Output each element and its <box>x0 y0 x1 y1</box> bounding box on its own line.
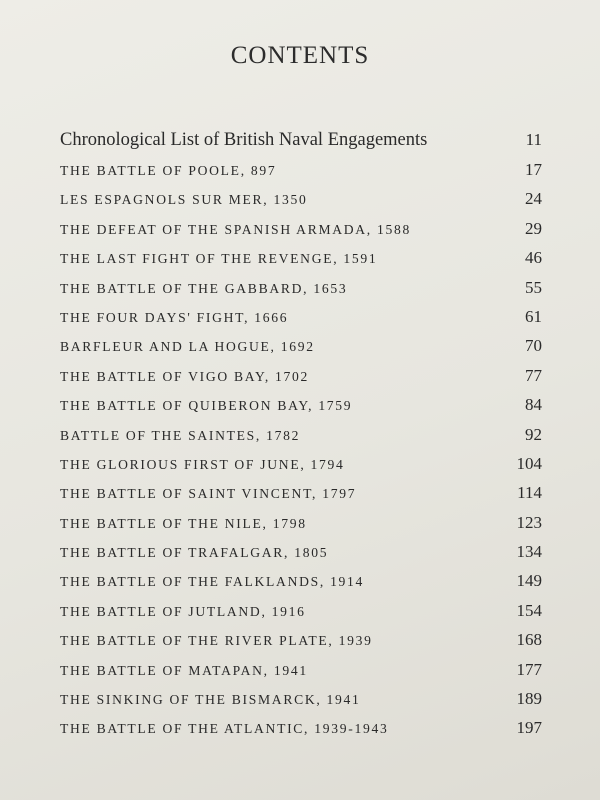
toc-entry <box>60 390 542 419</box>
toc-page-number: 29 <box>525 218 542 238</box>
toc-page-number: 46 <box>525 248 542 268</box>
toc-page-number: 149 <box>516 571 542 591</box>
toc-page-number: 24 <box>525 189 542 209</box>
toc-page-number: 61 <box>525 306 542 326</box>
toc-page-number: 55 <box>525 277 542 297</box>
toc-entry <box>60 331 542 360</box>
toc-page-number: 104 <box>516 453 542 473</box>
toc-entry-title: THE BATTLE OF THE GABBARD, 1653 <box>60 280 348 296</box>
toc-page-number: 17 <box>525 160 542 179</box>
toc-page-number: 70 <box>525 336 542 356</box>
toc-entry-title: THE SINKING OF THE BISMARCK, 1941 <box>60 692 361 708</box>
toc-page-number: 189 <box>516 689 542 709</box>
toc-page-number: 154 <box>516 600 542 620</box>
toc-entry-title: THE BATTLE OF TRAFALGAR, 1805 <box>60 545 329 561</box>
toc-page-number: 92 <box>525 424 542 444</box>
page-title: CONTENTS <box>230 42 370 69</box>
contents-list <box>60 124 542 743</box>
toc-page-number: 11 <box>525 130 542 149</box>
toc-entry-title: LES ESPAGNOLS SUR MER, 1350 <box>60 192 308 208</box>
toc-entry-title: Chronological List of British Naval Engagements <box>60 130 428 150</box>
toc-page-number: 177 <box>516 659 542 679</box>
toc-entry <box>60 508 542 537</box>
toc-entry <box>60 184 542 213</box>
toc-entry-title: THE BATTLE OF JUTLAND, 1916 <box>60 603 306 619</box>
toc-entry <box>60 449 542 478</box>
toc-entry <box>60 155 542 184</box>
toc-entry <box>60 537 542 566</box>
toc-entry-title: THE BATTLE OF VIGO BAY, 1702 <box>60 368 310 384</box>
toc-entry-title: THE BATTLE OF THE ATLANTIC, 1939-1943 <box>60 721 389 737</box>
toc-entry-title: THE FOUR DAYS' FIGHT, 1666 <box>60 309 289 325</box>
toc-entry <box>60 273 542 302</box>
toc-entry-title: THE BATTLE OF THE NILE, 1798 <box>60 515 307 531</box>
toc-entry <box>60 214 542 243</box>
toc-entry <box>60 566 542 595</box>
toc-entry <box>60 124 542 155</box>
toc-entry-title: THE LAST FIGHT OF THE REVENGE, 1591 <box>60 251 378 267</box>
toc-page-number: 84 <box>525 395 542 415</box>
toc-entry <box>60 420 542 449</box>
toc-entry <box>60 684 542 713</box>
toc-entry-title: BATTLE OF THE SAINTES, 1782 <box>60 427 301 443</box>
toc-page-number: 114 <box>517 483 542 503</box>
toc-entry-title: THE BATTLE OF QUIBERON BAY, 1759 <box>60 398 353 414</box>
toc-entry-title: THE BATTLE OF POOLE, 897 <box>60 163 277 178</box>
toc-entry <box>60 625 542 654</box>
toc-entry-title: THE GLORIOUS FIRST OF JUNE, 1794 <box>60 456 345 472</box>
toc-page-number: 77 <box>525 365 542 385</box>
toc-entry-title: THE DEFEAT OF THE SPANISH ARMADA, 1588 <box>60 221 411 237</box>
toc-entry <box>60 655 542 684</box>
toc-entry <box>60 243 542 272</box>
toc-page-number: 197 <box>516 718 542 738</box>
toc-entry-title: THE BATTLE OF MATAPAN, 1941 <box>60 662 308 678</box>
toc-page-number: 123 <box>516 512 542 532</box>
toc-entry <box>60 361 542 390</box>
toc-entry <box>60 478 542 507</box>
toc-entry-title: THE BATTLE OF THE RIVER PLATE, 1939 <box>60 633 373 649</box>
toc-entry-title: THE BATTLE OF THE FALKLANDS, 1914 <box>60 574 365 590</box>
toc-entry-title: BARFLEUR AND LA HOGUE, 1692 <box>60 339 315 355</box>
toc-page-number: 134 <box>516 542 542 562</box>
toc-entry <box>60 302 542 331</box>
toc-entry <box>60 596 542 625</box>
toc-page-number: 168 <box>516 630 542 650</box>
toc-entry <box>60 713 542 742</box>
toc-entry-title: THE BATTLE OF SAINT VINCENT, 1797 <box>60 486 357 502</box>
